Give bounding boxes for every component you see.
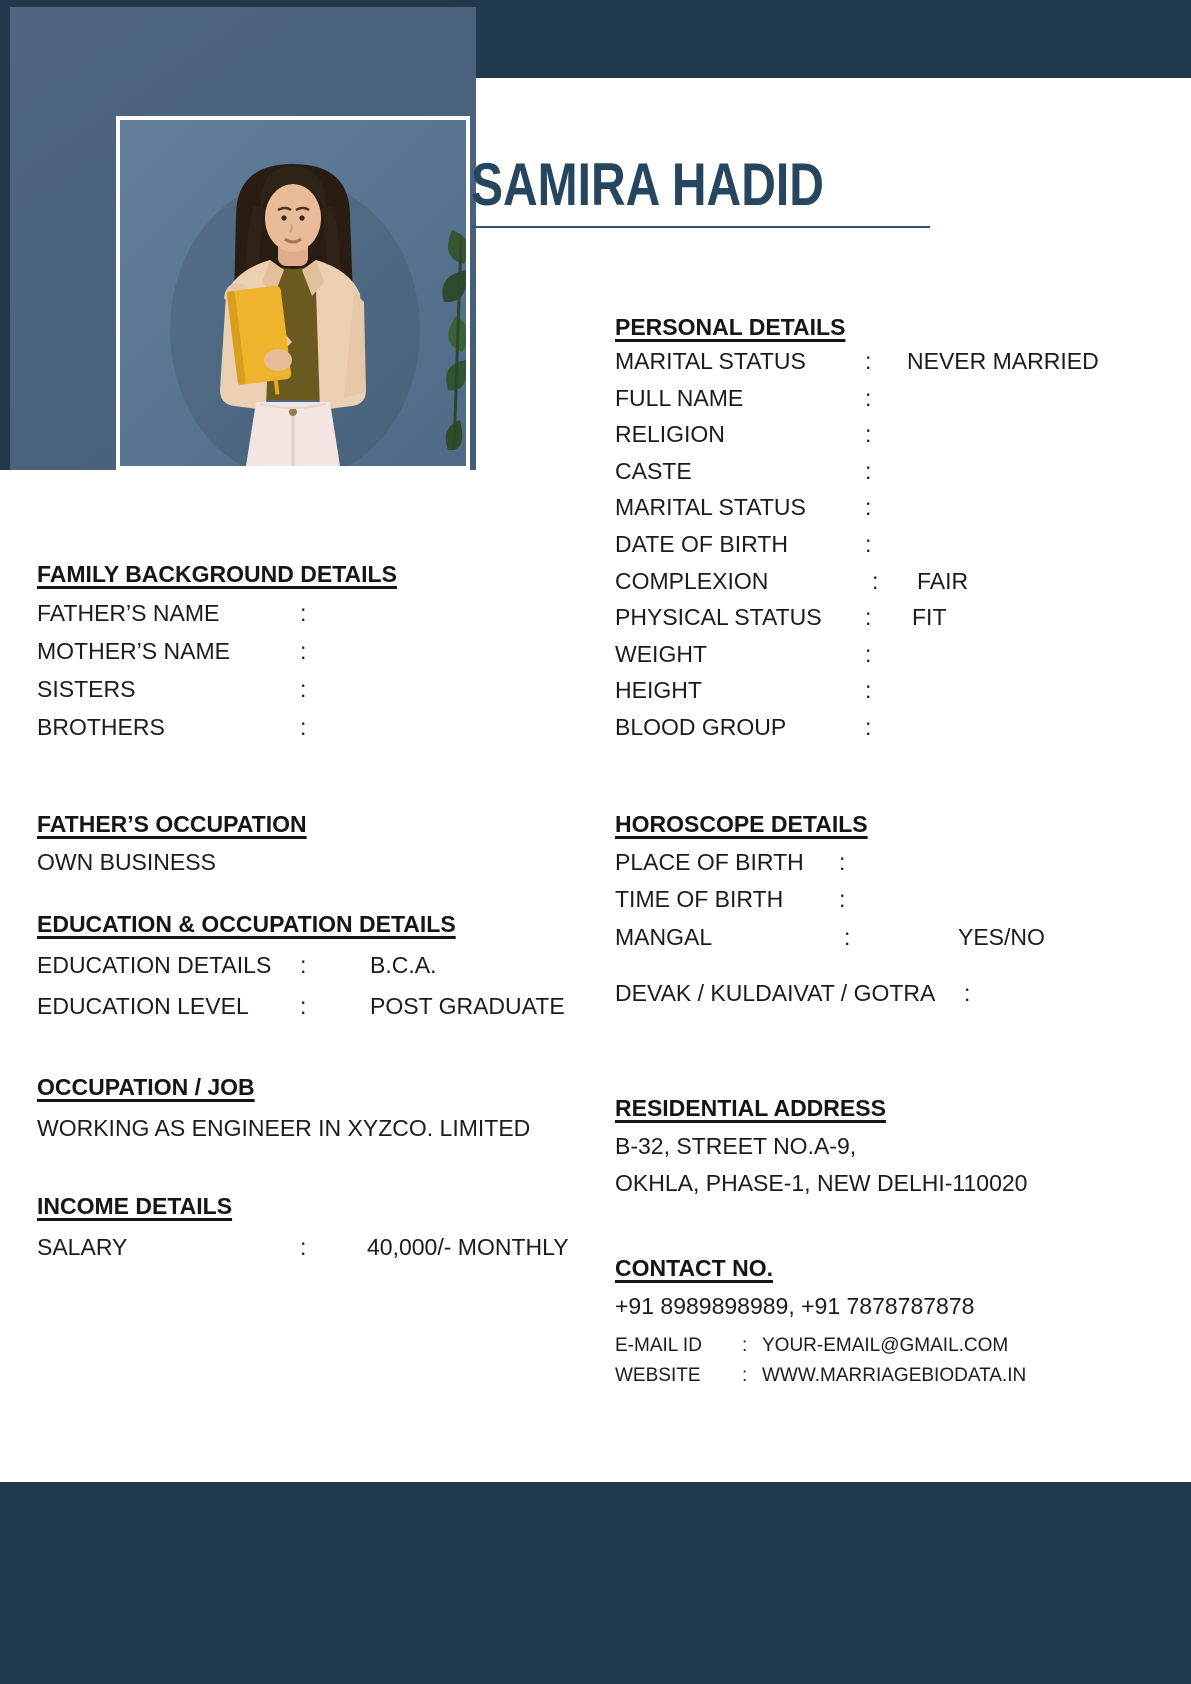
personal-row-full-name [615, 385, 907, 412]
row-colon: : [300, 600, 307, 626]
fathers-occupation-line: OWN BUSINESS [37, 849, 216, 875]
row-colon: : [865, 348, 872, 374]
contact-no-heading: CONTACT NO. [615, 1255, 774, 1281]
row-value: FIT [912, 604, 947, 630]
row-label: TIME OF BIRTH [615, 886, 784, 912]
email-value: YOUR-EMAIL@GMAIL.COM [762, 1335, 1009, 1356]
family-row-sisters [37, 676, 370, 703]
horoscope-row-devak-kuldaivat-gotra [615, 980, 970, 1007]
row-colon: : [964, 980, 971, 1006]
row-colon: : [865, 714, 872, 740]
row-colon: : [865, 458, 872, 484]
row-colon: : [300, 993, 307, 1019]
row-value: FAIR [917, 568, 969, 594]
row-value: POST GRADUATE [370, 993, 565, 1019]
row-value: NEVER MARRIED [907, 348, 1099, 374]
row-label: BROTHERS [37, 714, 165, 740]
row-label: DATE OF BIRTH [615, 531, 788, 557]
row-label: FULL NAME [615, 385, 744, 411]
address-line-1: B-32, STREET NO.A-9, [615, 1133, 857, 1159]
website-row [615, 1365, 1026, 1387]
row-colon: : [865, 641, 872, 667]
personal-row-complexion [615, 568, 968, 595]
row-label: DEVAK / KULDAIVAT / GOTRA [615, 980, 936, 1006]
family-row-fathers-name [37, 600, 370, 627]
family-row-mothers-name [37, 638, 370, 665]
row-colon: : [300, 676, 307, 702]
row-label: E-MAIL ID [615, 1335, 702, 1356]
row-colon: : [865, 677, 872, 703]
personal-row-height [615, 677, 907, 704]
row-colon: : [865, 421, 872, 447]
row-label: CASTE [615, 458, 692, 484]
personal-row-marital-status [615, 348, 1099, 375]
row-value: YES/NO [958, 924, 1045, 950]
woman-portrait-illustration [120, 120, 466, 466]
row-label: PLACE OF BIRTH [615, 849, 804, 875]
row-label: MARITAL STATUS [615, 494, 806, 520]
page-title: SAMIRA HADID [471, 151, 824, 219]
row-colon: : [300, 714, 307, 740]
website-value: WWW.MARRIAGEBIODATA.IN [762, 1365, 1027, 1386]
fathers-occupation-heading: FATHER’S OCCUPATION [37, 811, 307, 837]
row-colon: : [300, 638, 307, 664]
row-label: MOTHER’S NAME [37, 638, 230, 664]
row-label: EDUCATION LEVEL [37, 993, 249, 1019]
row-label: BLOOD GROUP [615, 714, 787, 740]
row-label: SALARY [37, 1234, 128, 1260]
horoscope-row-mangal [615, 924, 1045, 951]
row-colon: : [865, 604, 872, 630]
row-colon: : [844, 924, 851, 950]
row-colon: : [839, 849, 846, 875]
personal-row-date-of-birth [615, 531, 907, 558]
row-label: EDUCATION DETAILS [37, 952, 272, 978]
row-label: WEBSITE [615, 1365, 701, 1386]
address-line-2: OKHLA, PHASE-1, NEW DELHI-110020 [615, 1170, 1028, 1196]
row-colon: : [839, 886, 846, 912]
phone-numbers-line: +91 8989898989, +91 7878787878 [615, 1293, 975, 1319]
row-value: 40,000/- MONTHLY [367, 1234, 569, 1260]
personal-row-weight [615, 641, 907, 668]
left-navy-strip [0, 0, 10, 470]
family-row-brothers [37, 714, 370, 741]
row-label: WEIGHT [615, 641, 707, 667]
title-underline-rule [472, 226, 930, 228]
header-navy-bar [474, 0, 1191, 78]
income-details-heading: INCOME DETAILS [37, 1193, 233, 1219]
personal-row-religion [615, 421, 907, 448]
row-label: SISTERS [37, 676, 136, 702]
row-colon: : [742, 1335, 748, 1356]
education-row-level [37, 993, 565, 1020]
education-row-details [37, 952, 436, 979]
row-label: COMPLEXION [615, 568, 769, 594]
row-value: B.C.A. [370, 952, 437, 978]
row-label: MANGAL [615, 924, 713, 950]
education-occupation-heading: EDUCATION & OCCUPATION DETAILS [37, 911, 456, 937]
row-colon: : [865, 531, 872, 557]
personal-row-blood-group [615, 714, 907, 741]
occupation-job-heading: OCCUPATION / JOB [37, 1074, 255, 1100]
row-label: RELIGION [615, 421, 725, 447]
row-label: FATHER’S NAME [37, 600, 220, 626]
footer-navy-bar [0, 1482, 1191, 1684]
occupation-job-line: WORKING AS ENGINEER IN XYZCO. LIMITED [37, 1115, 531, 1141]
row-colon: : [742, 1365, 748, 1386]
horoscope-row-place-of-birth [615, 849, 959, 876]
row-label: HEIGHT [615, 677, 702, 703]
horoscope-row-time-of-birth [615, 886, 959, 913]
row-colon: : [865, 385, 872, 411]
personal-row-caste [615, 458, 907, 485]
row-label: MARITAL STATUS [615, 348, 806, 374]
profile-photo [116, 116, 470, 470]
personal-row-physical-status [615, 604, 947, 631]
personal-details-heading: PERSONAL DETAILS [615, 314, 846, 340]
family-background-heading: FAMILY BACKGROUND DETAILS [37, 561, 397, 587]
row-colon: : [872, 568, 879, 594]
personal-row-marital-status-2 [615, 494, 907, 521]
row-colon: : [865, 494, 872, 520]
row-label: PHYSICAL STATUS [615, 604, 822, 630]
row-colon: : [300, 952, 307, 978]
residential-address-heading: RESIDENTIAL ADDRESS [615, 1095, 886, 1121]
email-row [615, 1335, 1008, 1357]
row-colon: : [300, 1234, 307, 1260]
income-row-salary [37, 1234, 569, 1261]
horoscope-details-heading: HOROSCOPE DETAILS [615, 811, 868, 837]
